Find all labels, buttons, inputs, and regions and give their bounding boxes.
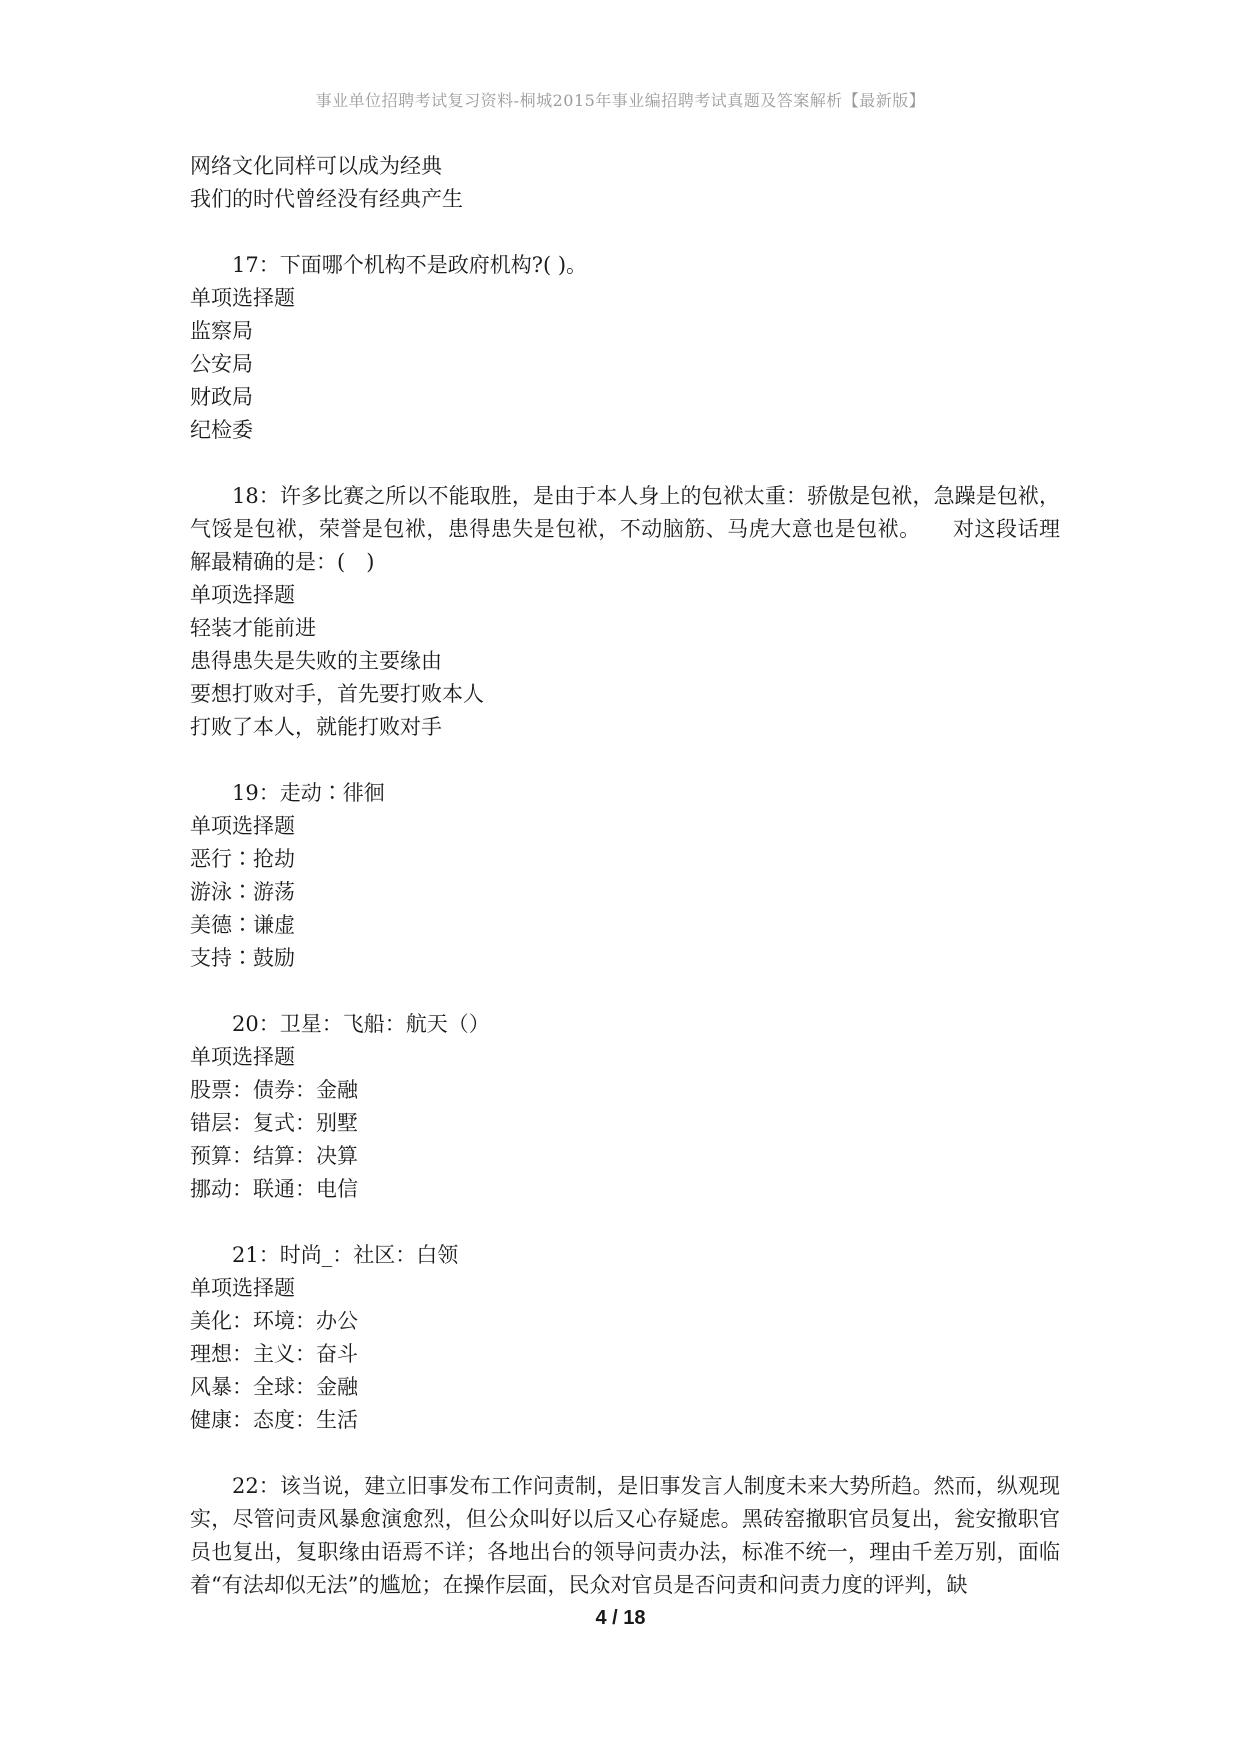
question-20: [190, 1008, 1060, 1206]
option: 游泳∶游荡: [190, 880, 295, 904]
prev-option: 我们的时代曾经没有经典产生: [190, 187, 463, 211]
option: 健康：态度：生活: [190, 1408, 358, 1432]
option: 纪检委: [190, 418, 253, 442]
question-18: [190, 480, 1060, 744]
option: 恶行∶抢劫: [190, 847, 295, 871]
prev-option: 网络文化同样可以成为经典: [190, 154, 442, 178]
option: 理想：主义：奋斗: [190, 1342, 358, 1366]
option: 支持∶鼓励: [190, 946, 295, 970]
question-type: 单项选择题: [190, 814, 295, 838]
question-17: [190, 249, 1060, 447]
option: 财政局: [190, 385, 253, 409]
option: 挪动：联通：电信: [190, 1177, 358, 1201]
question-22-stem: 22：该当说，建立旧事发布工作问责制，是旧事发言人制度未来大势所趋。然而，纵观现实，尽管问责风暴愈演愈烈，但公众叫好以后又心存疑虑。黑砖窑撤职官员复出，瓮安撤职官员也复出，复职缘由语焉不详；各地出台的领导问责办法，标准不统一，理由千差万别，面临着“有法却似无法”的尴尬；在操作层面，民众对官员是否问责和问责力度的评判，缺: [190, 1474, 1060, 1597]
option: 公安局: [190, 352, 253, 376]
option: 打败了本人，就能打败对手: [190, 715, 442, 739]
question-stem: 17：下面哪个机构不是政府机构?( )。: [232, 253, 588, 277]
option: 要想打败对手，首先要打败本人: [190, 682, 484, 706]
option: 患得患失是失败的主要缘由: [190, 649, 442, 673]
page-header: 事业单位招聘考试复习资料-桐城2015年事业编招聘考试真题及答案解析【最新版】: [315, 91, 926, 110]
document-body: [190, 150, 1060, 1602]
question-stem: 18：许多比赛之所以不能取胜，是由于本人身上的包袱太重：骄傲是包袱，急躁是包袱，气馁是包袱，荣誉是包袱，患得患失是包袱，不动脑筋、马虎大意也是包袱。 对这段话理解最精确的是：( ): [190, 484, 1060, 574]
question-stem: 21：时尚_：社区：白领: [232, 1243, 459, 1267]
question-type: 单项选择题: [190, 1045, 295, 1069]
option: 错层：复式：别墅: [190, 1111, 358, 1135]
question-stem: 20：卫星：飞船：航天（）: [232, 1012, 490, 1036]
question-type: 单项选择题: [190, 286, 295, 310]
option: 监察局: [190, 319, 253, 343]
page-number: 4 / 18: [595, 1607, 646, 1629]
option: 美化：环境：办公: [190, 1309, 358, 1333]
option: 股票：债券：金融: [190, 1078, 358, 1102]
question-stem: 19：走动∶徘徊: [232, 781, 385, 805]
option: 风暴：全球：金融: [190, 1375, 358, 1399]
question-type: 单项选择题: [190, 583, 295, 607]
question-21: [190, 1239, 1060, 1437]
option: 轻装才能前进: [190, 616, 316, 640]
option: 美德∶谦虚: [190, 913, 295, 937]
option: 预算：结算：决算: [190, 1144, 358, 1168]
question-type: 单项选择题: [190, 1276, 295, 1300]
question-19: [190, 777, 1060, 975]
